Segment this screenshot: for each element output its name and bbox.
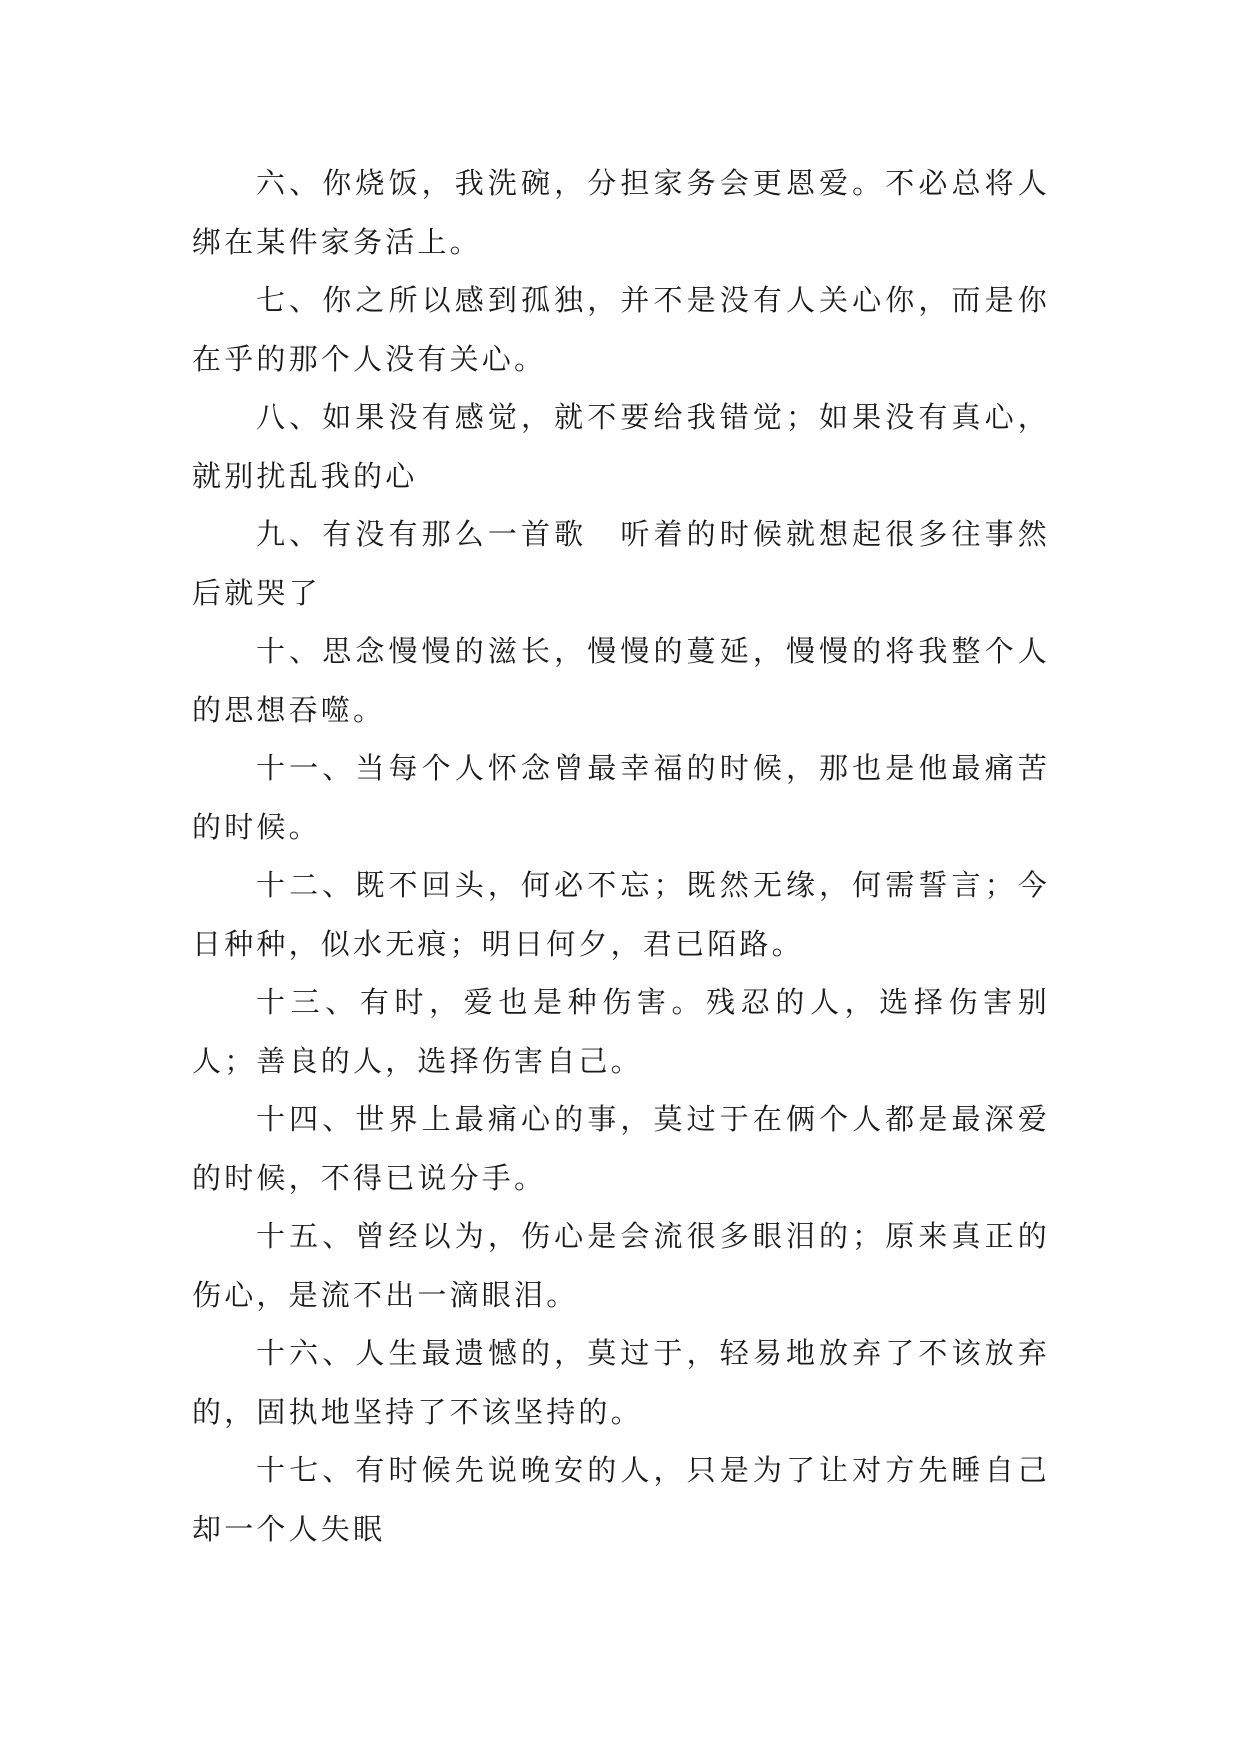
paragraph: 十五、曾经以为，伤心是会流很多眼泪的；原来真正的伤心，是流不出一滴眼泪。 <box>192 1219 1050 1312</box>
paragraph: 七、你之所以感到孤独，并不是没有人关心你，而是你在乎的那个人没有关心。 <box>192 283 1050 376</box>
paragraph: 九、有没有那么一首歌 听着的时候就想起很多往事然后就哭了 <box>192 517 1050 610</box>
paragraph: 八、如果没有感觉，就不要给我错觉；如果没有真心，就别扰乱我的心 <box>192 400 1050 493</box>
paragraph: 十二、既不回头，何必不忘；既然无缘，何需誓言；今日种种，似水无痕；明日何夕，君已陌路。 <box>192 868 1050 961</box>
paragraph: 十三、有时，爱也是种伤害。残忍的人，选择伤害别人；善良的人，选择伤害自己。 <box>192 985 1050 1078</box>
paragraph: 十七、有时候先说晚安的人，只是为了让对方先睡自己却一个人失眠 <box>192 1453 1050 1546</box>
paragraph: 十一、当每个人怀念曾最幸福的时候，那也是他最痛苦的时候。 <box>192 751 1050 844</box>
paragraph: 十六、人生最遗憾的，莫过于，轻易地放弃了不该放弃的，固执地坚持了不该坚持的。 <box>192 1336 1050 1429</box>
document-body <box>192 154 1050 1558</box>
paragraph: 六、你烧饭，我洗碗，分担家务会更恩爱。不必总将人绑在某件家务活上。 <box>192 166 1050 259</box>
paragraph: 十四、世界上最痛心的事，莫过于在俩个人都是最深爱的时候，不得已说分手。 <box>192 1102 1050 1195</box>
paragraph: 十、思念慢慢的滋长，慢慢的蔓延，慢慢的将我整个人的思想吞噬。 <box>192 634 1050 727</box>
